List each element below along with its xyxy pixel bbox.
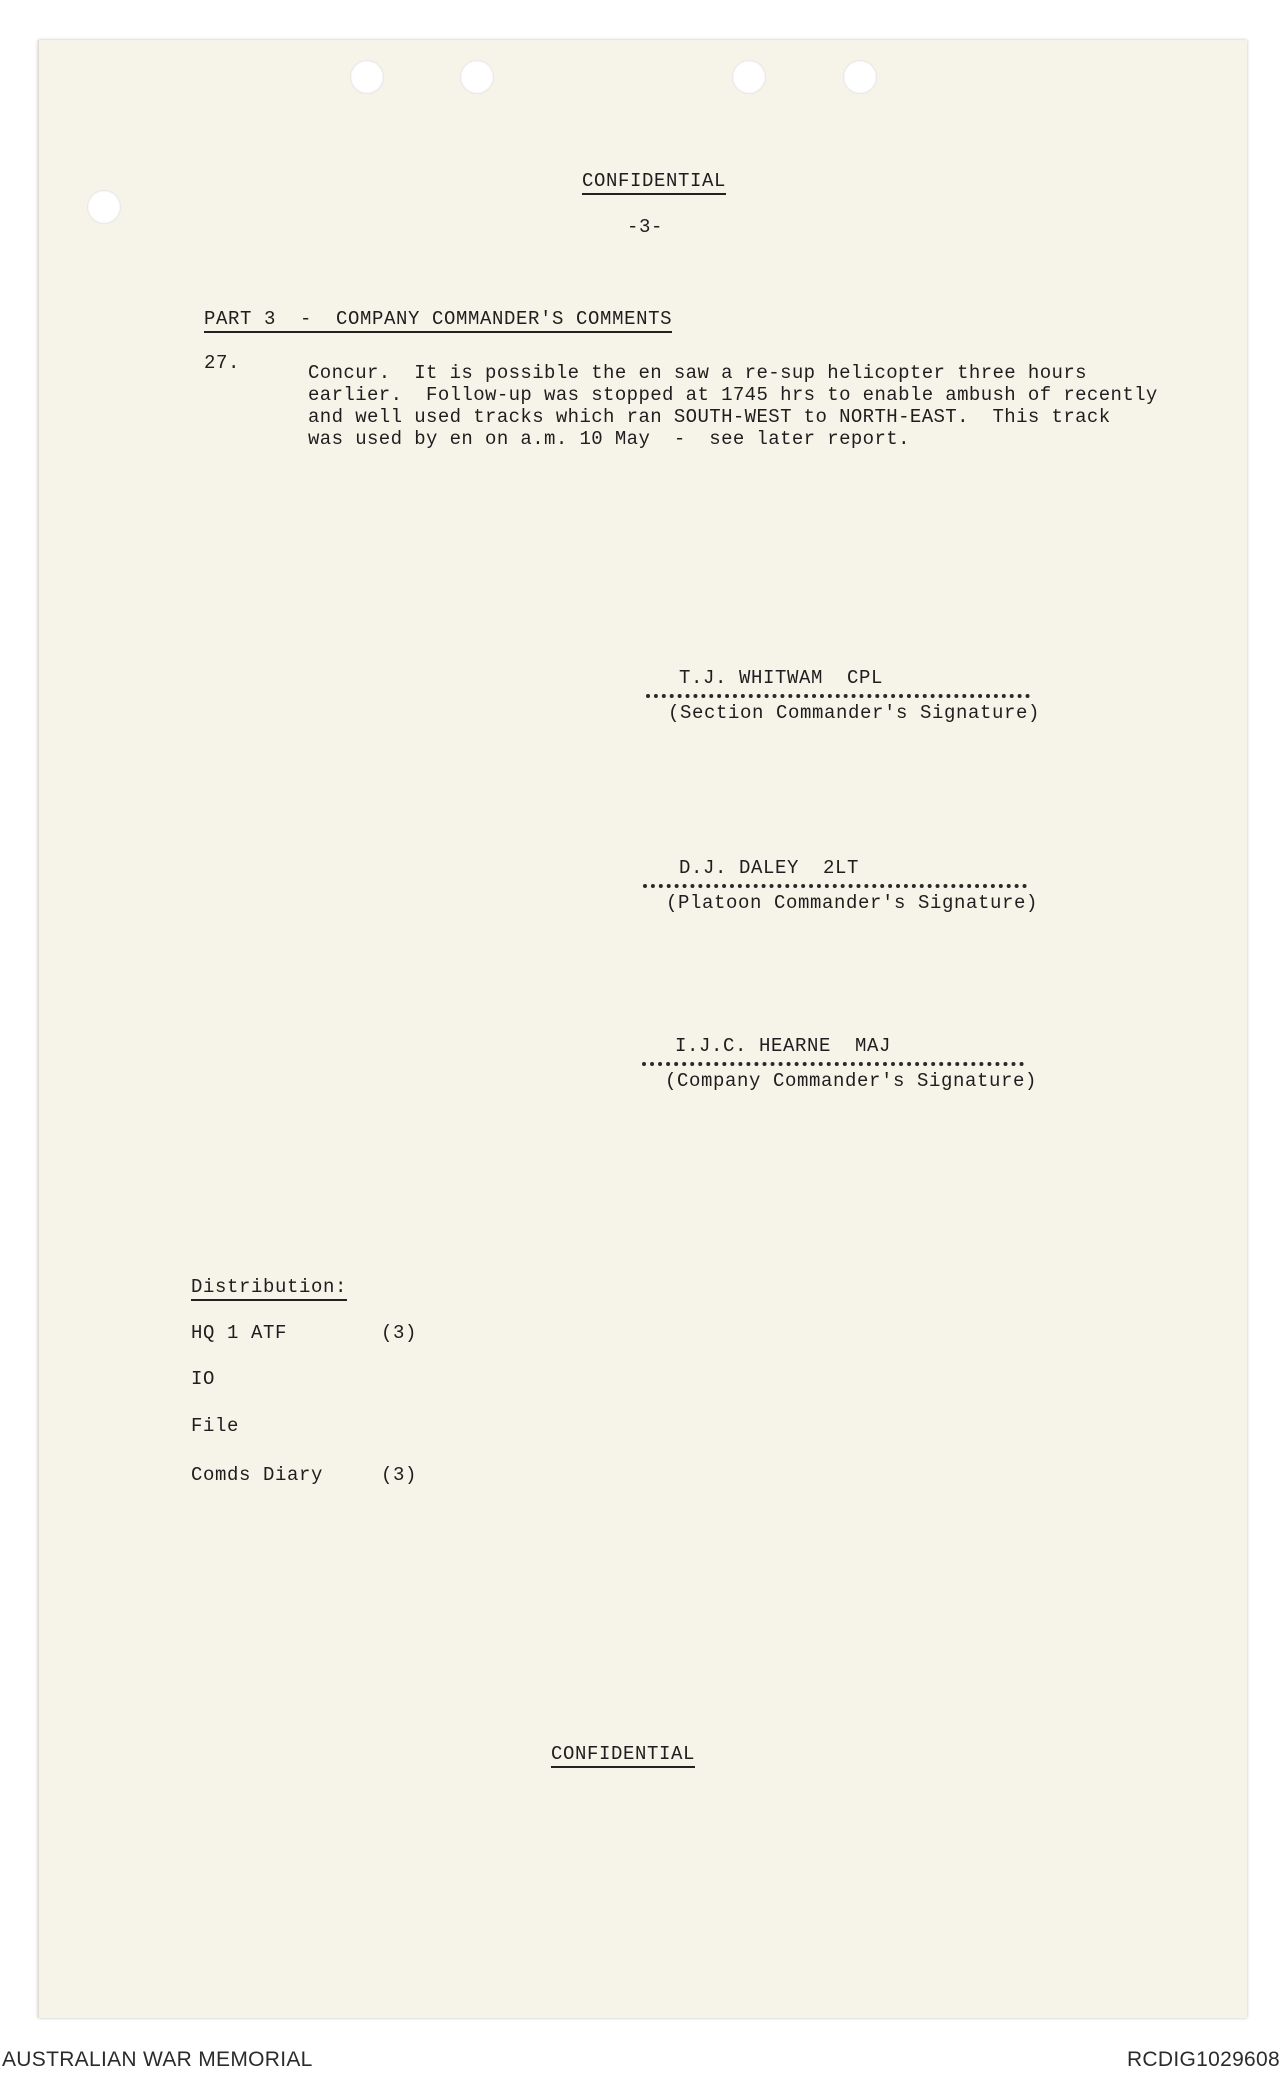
paragraph-number: 27.	[204, 352, 241, 374]
signature-line	[646, 694, 1030, 698]
signature-name: T.J. WHITWAM CPL	[679, 667, 884, 689]
punch-hole	[350, 60, 384, 94]
distribution-item: HQ 1 ATF	[191, 1322, 288, 1344]
paragraph-line: earlier. Follow-up was stopped at 1745 hrs to enable ambush of recently	[308, 384, 1158, 406]
punch-hole	[460, 60, 494, 94]
classification-header: CONFIDENTIAL	[582, 170, 726, 195]
classification-footer: CONFIDENTIAL	[551, 1743, 695, 1768]
distribution-count: (3)	[381, 1464, 418, 1486]
archive-id: RCDIG1029608	[1126, 2048, 1280, 2071]
signature-line	[643, 884, 1027, 888]
signature-line	[642, 1062, 1024, 1066]
signature-role: (Platoon Commander's Signature)	[666, 892, 1039, 914]
paper-sheet	[38, 40, 1247, 2018]
paragraph-line: and well used tracks which ran SOUTH-WEST to NORTH-EAST. This track	[308, 406, 1111, 428]
distribution-item: Comds Diary	[191, 1464, 324, 1486]
signature-name: D.J. DALEY 2LT	[679, 857, 860, 879]
signature-role: (Company Commander's Signature)	[665, 1070, 1038, 1092]
distribution-item: File	[191, 1415, 240, 1437]
punch-hole	[843, 60, 877, 94]
punch-hole	[732, 60, 766, 94]
distribution-item: IO	[191, 1368, 216, 1390]
signature-name: I.J.C. HEARNE MAJ	[675, 1035, 892, 1057]
signature-role: (Section Commander's Signature)	[668, 702, 1041, 724]
archive-label: AUSTRALIAN WAR MEMORIAL	[2, 2048, 313, 2071]
paragraph-line: was used by en on a.m. 10 May - see later report.	[308, 428, 910, 450]
distribution-count: (3)	[381, 1322, 418, 1344]
page-number: -3-	[627, 216, 664, 238]
punch-hole	[87, 190, 121, 224]
distribution-heading: Distribution:	[191, 1276, 347, 1301]
paragraph-body	[308, 362, 1168, 450]
paragraph-line: Concur. It is possible the en saw a re-sup helicopter three hours	[308, 362, 1087, 384]
section-heading: PART 3 - COMPANY COMMANDER'S COMMENTS	[204, 308, 672, 333]
